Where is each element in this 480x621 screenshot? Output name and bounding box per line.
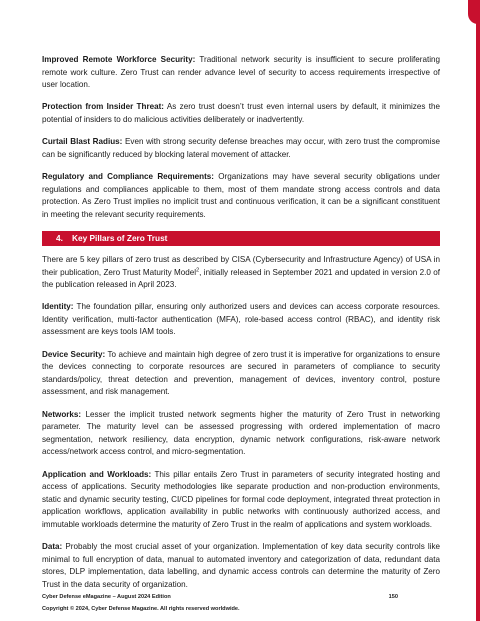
paragraph-text: This pillar entails Zero Trust in parameters of security integrated hosting and access of applications. Security methodologies like separate production and non-production environments, static and dynamic security testing, CI/CD pipelines for formal code deployment, integrated threat protection in application workflows, application availability in public networks with continuously authorized access, and immutable workloads determine the maturity of Zero Trust in the realm of applications and system workloads.: [42, 469, 440, 529]
paragraph-text: To achieve and maintain high degree of zero trust it is imperative for organizations to ensure the devices connecting to corporate resources are secured in parameters of compliance to security standards/policy, threat detection and prevention, management of devices, inventory control, posture assessment, and risk management.: [42, 349, 440, 397]
paragraph-text: The foundation pillar, ensuring only authorized users and devices can access corporate resources. Identity verification, multi-factor authentication (MFA), role-based access control (RBAC), and identity risk assessment are keys tools IAM tools.: [42, 302, 440, 337]
magazine-edition: Cyber Defense eMagazine – August 2024 Edition: [42, 594, 171, 600]
paragraph-lead: Device Security:: [42, 349, 106, 359]
paragraph-lead: Curtail Blast Radius:: [42, 137, 123, 147]
paragraph-lead: Regulatory and Compliance Requirements:: [42, 171, 214, 181]
paragraph-text: Organizations may have several security obligations under regulations and compliances applicable to them, most of them mandate strong access controls and data protection. As Zero Trust implies no implicit trust and continuous verification, it can be a significant constituent in meeting the relevant security requirements.: [42, 171, 440, 219]
paragraph-insider-threat: [42, 101, 440, 126]
paragraph-lead: Networks:: [42, 409, 82, 419]
paragraph-blast-radius: [42, 136, 440, 161]
paragraph-identity: [42, 301, 440, 339]
paragraph-lead: Application and Workloads:: [42, 469, 152, 479]
copyright-notice: Copyright © 2024, Cyber Defense Magazine. All rights reserved worldwide.: [42, 606, 240, 612]
page-footer: [42, 593, 440, 613]
paragraph-data: [42, 541, 440, 591]
section-title: Key Pillars of Zero Trust: [72, 232, 168, 243]
intro-text-cont: , initially released in September 2021 and updated in version 2.0 of the publication released in April 2023.: [42, 267, 440, 290]
page-corner-tab: [468, 0, 480, 24]
paragraph-lead: Data:: [42, 542, 63, 552]
section-heading: [42, 231, 440, 246]
paragraph-text: Even with strong security defense breaches may occur, with zero trust the compromise can be significantly reduced by blocking lateral movement of attacker.: [42, 137, 440, 159]
section-number: 4.: [56, 232, 63, 243]
paragraph-text: Traditional network security is insufficient to secure proliferating remote work culture. Zero Trust can render advance level of security to access requirements irrespective of user location.: [42, 55, 440, 90]
article-body: [42, 54, 440, 601]
paragraph-applications: [42, 469, 440, 532]
paragraph-intro: [42, 254, 440, 292]
paragraph-lead: Protection from Insider Threat:: [42, 102, 164, 112]
paragraph-device-security: [42, 349, 440, 399]
intro-text: There are 5 key pillars of zero trust as described by CISA (Cybersecurity and Infrastructure Agency) of USA in their publication, Zero Trust Maturity Model: [42, 254, 440, 277]
footnote-ref: 2: [196, 266, 200, 273]
paragraph-regulatory: [42, 171, 440, 221]
paragraph-remote-workforce: [42, 54, 440, 92]
paragraph-text: Probably the most crucial asset of your organization. Implementation of key data security controls like minimal to full encryption of data, manual to automated inventory and categorization of data, redundant data stores, DLP implementation, data labelling, and dynamic access controls can determine the maturity of Zero Trust in the data security of organization.: [42, 542, 440, 589]
paragraph-lead: Identity:: [42, 302, 74, 312]
paragraph-lead: Improved Remote Workforce Security:: [42, 55, 196, 64]
page-edge-bar: [476, 0, 480, 621]
page-number: 150: [388, 594, 398, 600]
paragraph-networks: [42, 409, 440, 459]
paragraph-text: As zero trust doesn’t trust even internal users by default, it minimizes the potential of insiders to do malicious activities deliberately or inadvertently.: [42, 102, 440, 124]
paragraph-text: Lesser the implicit trusted network segments higher the maturity of Zero Trust in networking parameter. The maturity level can be assessed progressing with ordered implementation of macro segmentation, network resiliency, data encryption, dynamic network configurations, risk-aware network access/network access control, and micro-segmentation.: [42, 409, 440, 457]
